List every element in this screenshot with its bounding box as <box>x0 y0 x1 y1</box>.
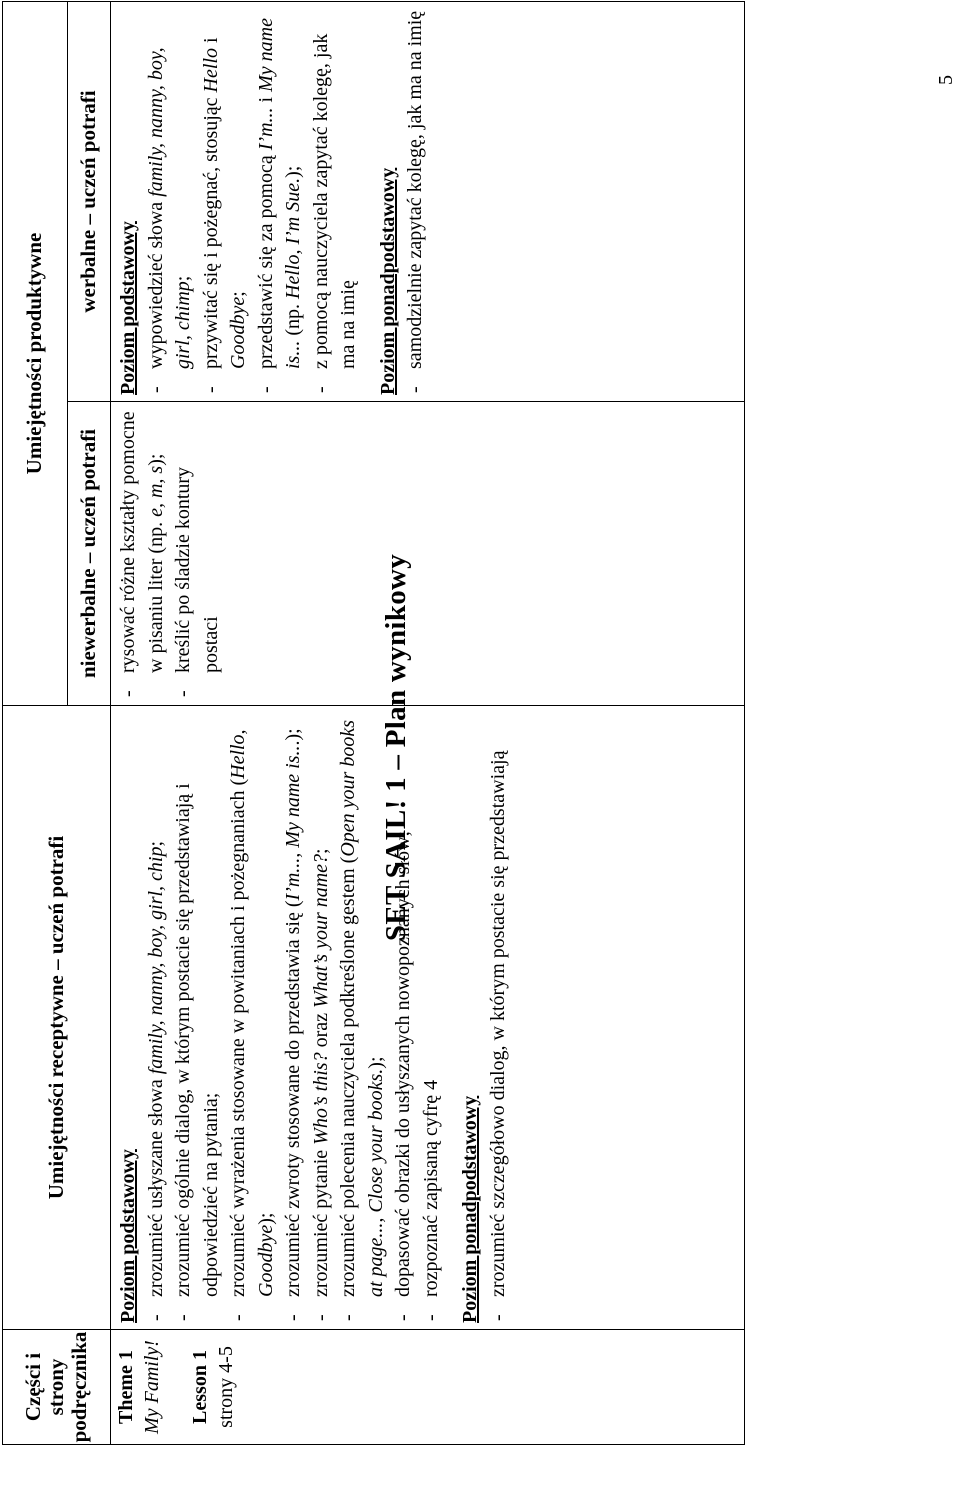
list-item: - zrozumieć usłyszane słowa family, nanny, boy, girl, chip; <box>143 714 171 1323</box>
list-item: - zrozumieć ogólnie dialog, w którym postacie się przedstawiają i odpowiedzieć na pytania; <box>170 714 225 1323</box>
list-item: - zrozumieć polecenia nauczyciela podkreślone gestem (Open your books at page..., Close your books.); <box>335 714 390 1323</box>
page-number: 5 <box>935 75 957 85</box>
header-receptive: Umiejętności receptywne – uczeń potrafi <box>3 706 111 1330</box>
theme-label: Theme 1 <box>115 1350 137 1424</box>
list-item: - dopasować obrazki do usłyszanych nowopoznanych słów; <box>390 714 418 1323</box>
list-item: - zrozumieć pytanie Who’s this? oraz What’s your name?; <box>308 714 336 1323</box>
part-cell <box>111 1330 745 1445</box>
list-item: - przedstawić się za pomocą I’m... i My name is... (np. Hello, I’m Sue.); <box>253 10 308 395</box>
header-parts: Części i strony podręcznika <box>3 1330 111 1445</box>
lesson-pages: strony 4-5 <box>215 1346 237 1428</box>
theme-title: My Family! <box>141 1340 163 1434</box>
list-item: - wypowiedzieć słowa family, nanny, boy, girl, chimp; <box>143 10 198 395</box>
receptive-level-basic: Poziom podstawowy <box>117 1149 139 1323</box>
list-item: - zrozumieć wyrażenia stosowane w powitaniach i pożegnaniach (Hello, Goodbye); <box>225 714 280 1323</box>
document-title: SET SAIL! 1 – Plan wynikowy <box>380 553 412 942</box>
list-item: - z pomocą nauczyciela zapytać kolegę, jak ma na imię <box>308 10 363 395</box>
lesson-label: Lesson 1 <box>189 1350 211 1424</box>
verbal-level-basic: Poziom podstawowy <box>117 221 139 395</box>
list-item: - rozpoznać zapisaną cyfrę 4 <box>418 714 446 1323</box>
list-item: - zrozumieć zwroty stosowane do przedstawia się (I’m..., My name is...); <box>280 714 308 1323</box>
list-item: - rysować różne kształty pomocne w pisaniu liter (np. e, m, s); <box>115 410 170 699</box>
verbal-level-advanced: Poziom ponadpodstawowy <box>376 167 399 395</box>
receptive-level-advanced: Poziom ponadpodstawowy <box>459 1095 481 1323</box>
header-verbal: werbalne – uczeń potrafi <box>68 1 111 401</box>
list-item: - zrozumieć szczegółowo dialog, w którym postacie się przedstawiają <box>485 714 513 1323</box>
list-item: - przywitać się i pożegnać, stosując Hello i Goodbye; <box>198 10 253 395</box>
list-item: - samodzielnie zapytać kolegę, jak ma na imię <box>402 10 430 395</box>
receptive-cell <box>111 706 745 1330</box>
verbal-cell <box>111 1 745 401</box>
plan-table <box>2 1 745 1445</box>
nonverbal-cell <box>111 402 745 706</box>
header-productive: Umiejętności produktywne <box>3 1 68 705</box>
header-nonverbal: niewerbalne – uczeń potrafi <box>68 402 111 706</box>
list-item: - kreślić po śladzie kontury postaci <box>170 410 225 699</box>
